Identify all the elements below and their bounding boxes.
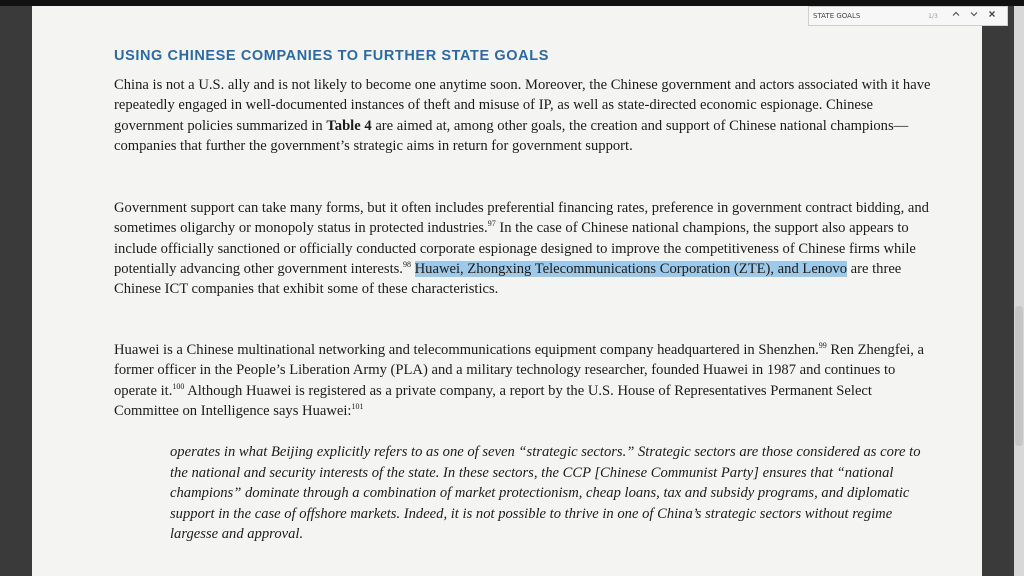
document-page — [32, 6, 982, 576]
paragraph-2: Government support can take many forms, but it often includes preferential financing rates, preference in government contract bidding, and sometimes oligarchy or monopoly status in protected industries.$^{97}$ In the case of Chinese national champions, the support also appears to include officially sanctioned or officially conducted corporate espionage designed to improve the competitiveness of Chinese firms while potentially advancing other government interests.$^{98}$ Huawei, Zhongxing Telecommunications Corporation (ZTE), and Lenovo are three Chinese ICT companies that exhibit some of these characteristics. — [114, 200, 929, 298]
footnote-100[interactable]: 100 — [172, 381, 185, 391]
footnote-99[interactable]: 99 — [818, 341, 827, 350]
footnote-101[interactable]: 101 — [351, 401, 364, 411]
paragraph-3: Huawei is a Chinese multinational networking and telecommunications equipment company headquartered in Shenzhen.$^{99}$ Ren Zhengfei, a former officer in the People’s Liberation Army (PLA) and a military technology researcher, founded Huawei in 1987 and continues to operate it.$^{100}$ Although Huawei is registered as a private company, a report by the U.S. House of Representatives Permanent Select Committee on Intelligence says Huawei:$^{101}$ — [114, 341, 925, 419]
footnote-98[interactable]: 98 — [402, 259, 411, 269]
close-icon[interactable] — [983, 7, 1001, 25]
scrollbar-thumb[interactable] — [1015, 306, 1023, 446]
table-reference[interactable]: Table 4 — [326, 117, 372, 134]
footnote-97[interactable]: 97 — [487, 219, 496, 229]
find-bar — [808, 6, 1008, 26]
find-input[interactable] — [809, 8, 919, 24]
vertical-scrollbar[interactable] — [1014, 6, 1024, 576]
search-highlight: Huawei, Zhongxing Telecommunications Corporation (ZTE), and Lenovo — [414, 260, 847, 277]
paragraph-1: China is not a U.S. ally and is not likely to become one anytime soon. Moreover, the Chinese government and actors associated with it have repeatedly engaged in well-documented instances of theft and misuse of IP, as well as state-directed economic espionage. Chinese government policies summarized in Table 4 are aimed at, among other goals, the creation and support of Chinese national champions—companies that further the government’s strategic aims in return for government support. — [114, 77, 931, 154]
section-heading: USING CHINESE COMPANIES TO FURTHER STATE GOALS — [114, 48, 549, 64]
chevron-down-icon[interactable] — [965, 7, 983, 25]
block-quote: operates in what Beijing explicitly refers to as one of seven “strategic sectors.” Strategic sectors are those considered as core to the national and security interests of the state. In these sectors, the CCP [Chinese Communist Party] ensures that “national champions” dominate through a combination of market protectionism, cheap loans, tax and subsidy programs, and diplomatic support in the case of offshore markets. Indeed, it is not possible to thrive in one of China’s strategic sectors without regime largesse and approval. — [170, 444, 921, 542]
chevron-up-icon[interactable] — [947, 7, 965, 25]
find-match-count: 1/3 — [928, 12, 938, 20]
